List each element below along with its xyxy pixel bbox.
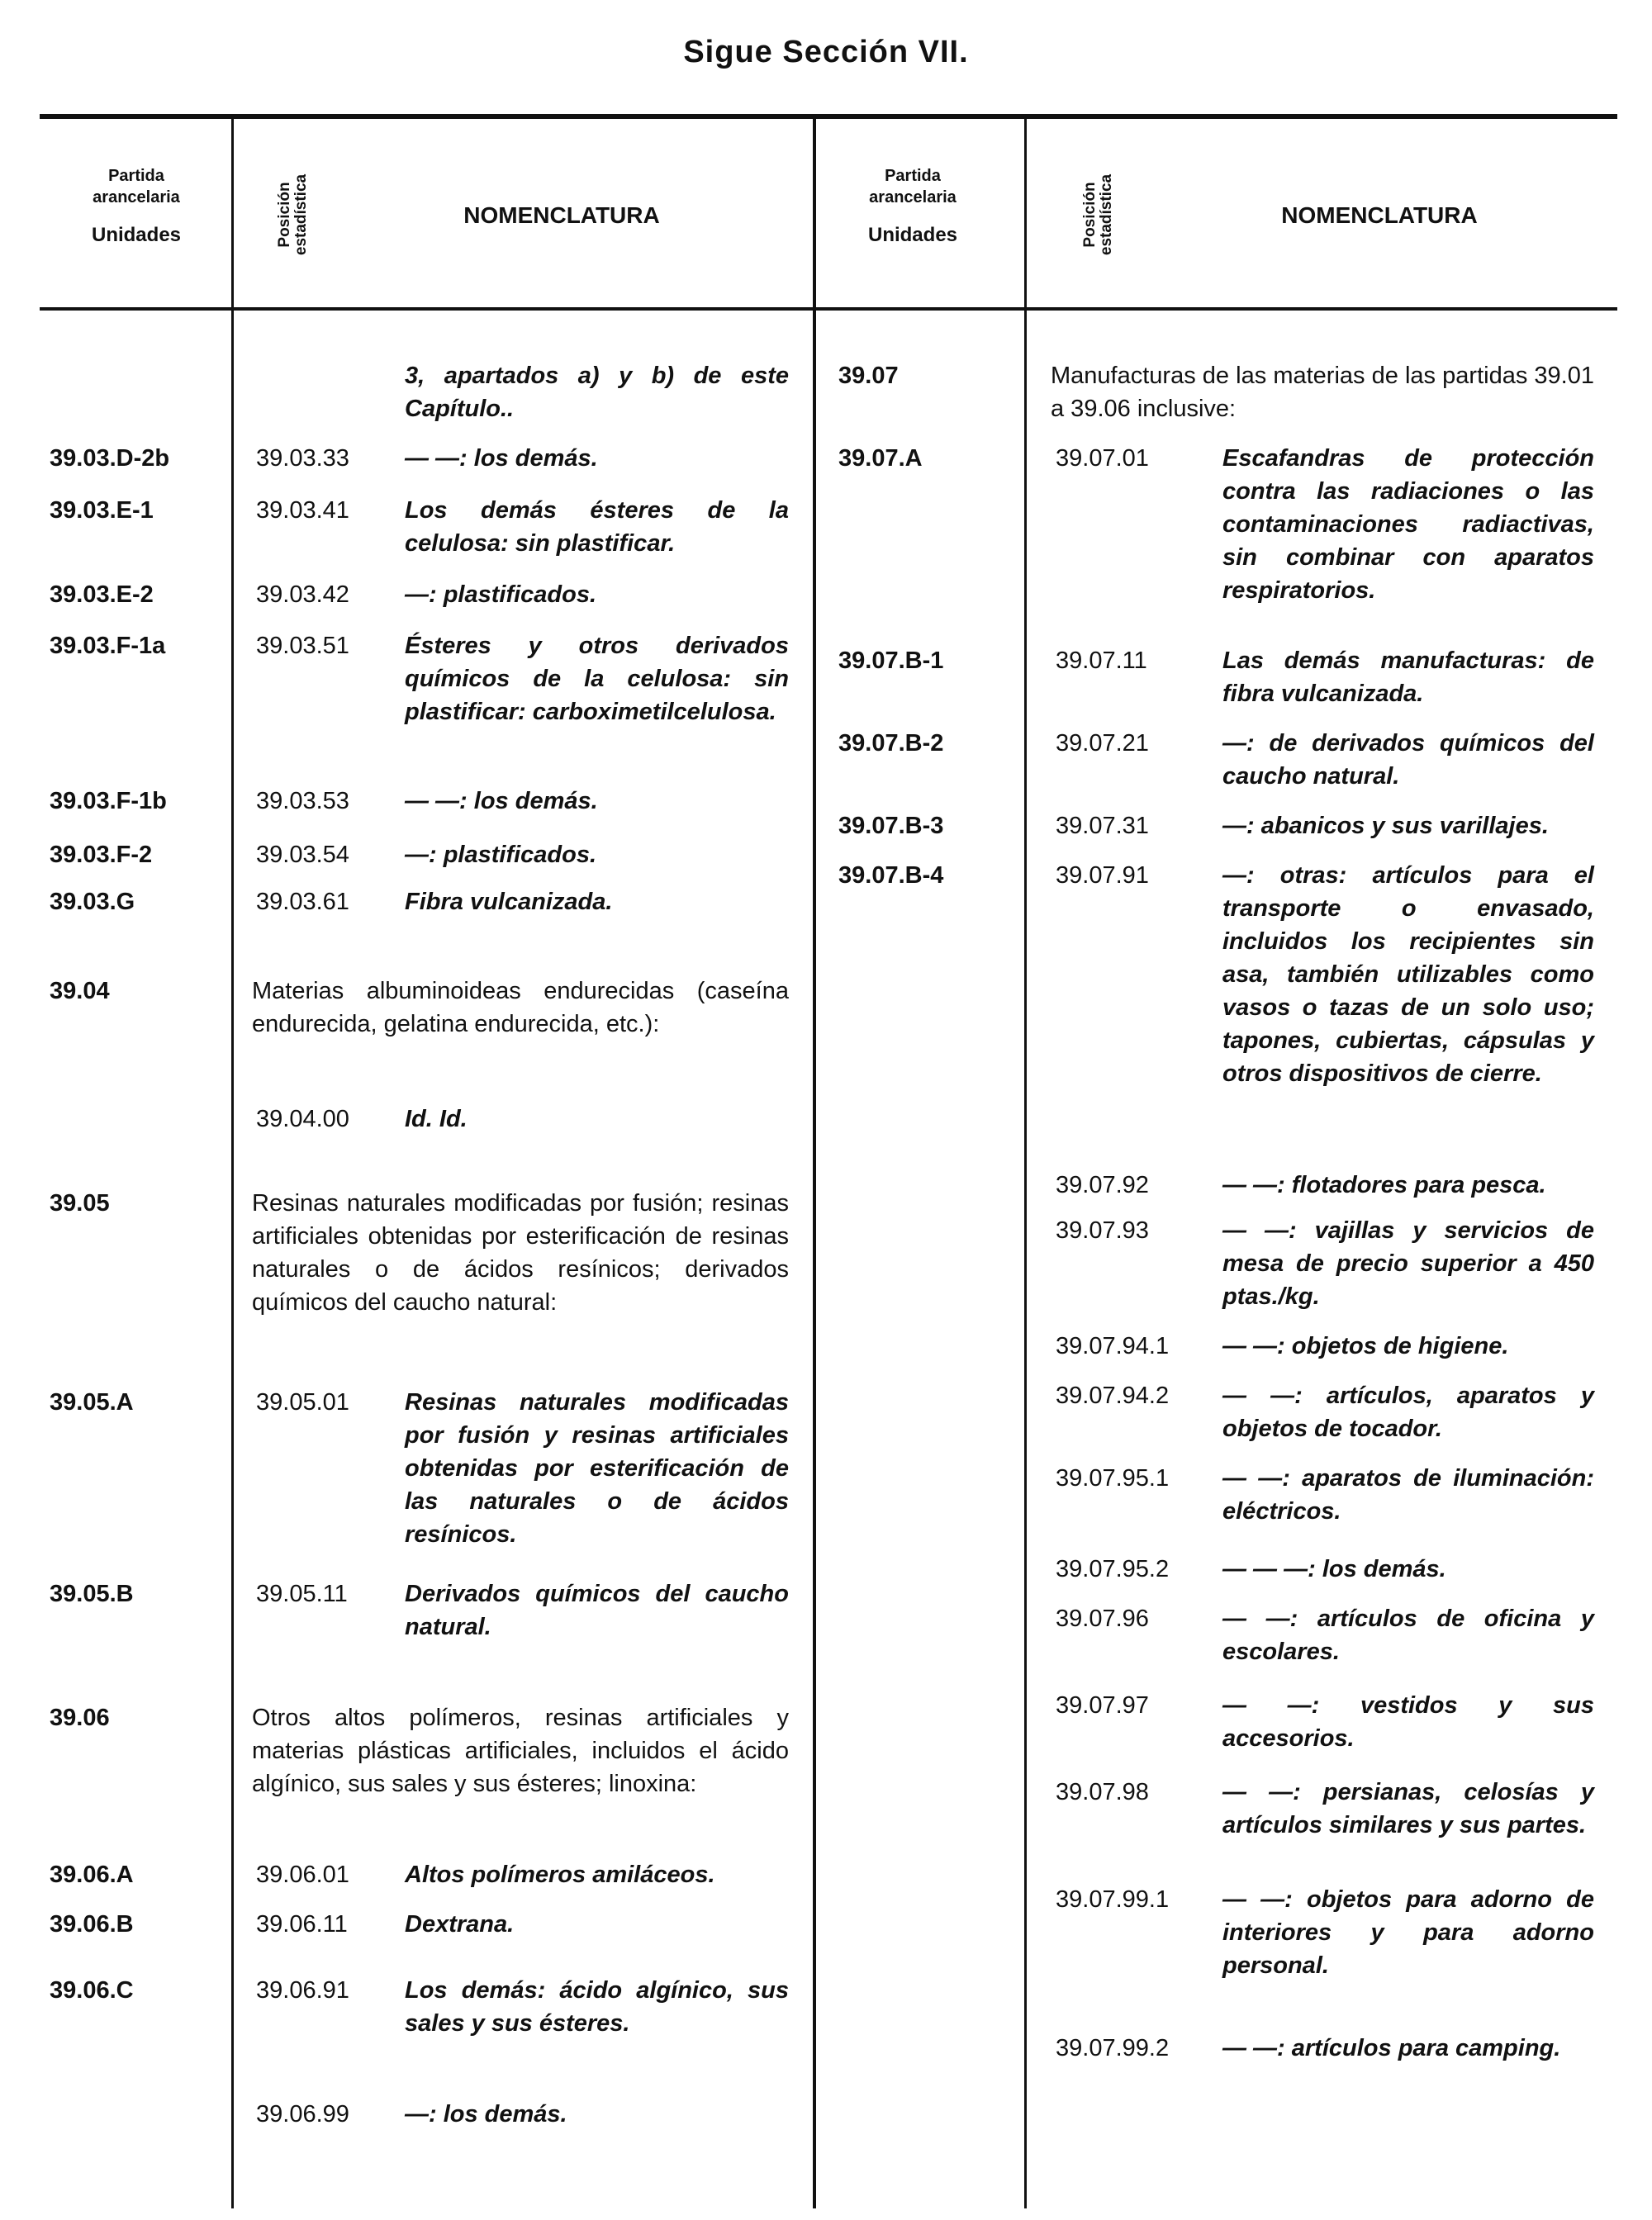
posicion-cell: 39.07.99.1: [1056, 1886, 1170, 1913]
partida-cell: 39.07: [838, 363, 899, 389]
header-partida-line1: Partida: [885, 167, 941, 185]
nomenclatura-cell: —: otras: artículos para el transporte o envasado, incluidos los recipientes sin asa, también utilizables como vasos o tazas de un solo uso; tapones, cubiertas, cápsulas y otros dispositivos de cierre.: [1222, 862, 1594, 1087]
nomenclatura-cell: — —: artículos, aparatos y objetos de tocador.: [1222, 1383, 1594, 1442]
nomenclatura-cell: Escafandras de protección contra las radiaciones o las contaminaciones radiactivas, sin combinar con aparatos respiratorios.: [1222, 445, 1594, 604]
nomenclatura-cell: —: de derivados químicos del caucho natural.: [1222, 730, 1594, 790]
partida-cell: 39.06.A: [50, 1862, 134, 1888]
posicion-cell: 39.07.94.2: [1056, 1383, 1170, 1409]
partida-cell: 39.07.B-2: [838, 730, 944, 757]
posicion-cell: 39.05.01: [256, 1389, 349, 1416]
col-divider-right-1: [1024, 119, 1027, 2208]
posicion-cell: 39.03.51: [256, 633, 349, 659]
header-unidades: Unidades: [91, 224, 182, 246]
nomenclatura-cell: —: plastificados.: [405, 581, 597, 608]
header-partida-line2: arancelaria: [869, 188, 957, 206]
posicion-cell: 39.07.91: [1056, 862, 1149, 889]
posicion-cell: 39.03.33: [256, 445, 349, 472]
partida-cell: 39.05.B: [50, 1581, 134, 1607]
nomenclatura-cell: Otros altos polímeros, resinas artificiales y materias plásticas artificiales, incluidos el ácido algínico, sus sales y sus ésteres; linoxina:: [252, 1705, 789, 1797]
nomenclatura-cell: — —: artículos de oficina y escolares.: [1222, 1606, 1594, 1665]
nomenclatura-cell: Fibra vulcanizada.: [405, 889, 613, 915]
posicion-cell: 39.07.11: [1056, 648, 1147, 674]
partida-cell: 39.03.G: [50, 889, 135, 915]
header-posicion-left: [277, 153, 310, 277]
partida-cell: 39.06.C: [50, 1977, 134, 2004]
table-header-rule: [40, 307, 1617, 311]
posicion-cell: 39.07.01: [1056, 445, 1149, 472]
nomenclatura-cell: — —: objetos de higiene.: [1222, 1333, 1509, 1359]
nomenclatura-cell: Resinas naturales modificadas por fusión; resinas artificiales obtenidas por esterificación de resinas naturales o de ácidos resínicos; derivados químicos del caucho natural:: [252, 1190, 789, 1316]
nomenclatura-cell: Materias albuminoideas endurecidas (caseína endurecida, gelatina endurecida, etc.):: [252, 978, 789, 1037]
nomenclatura-cell: Altos polímeros amiláceos.: [405, 1862, 715, 1888]
posicion-cell: 39.03.53: [256, 788, 349, 814]
posicion-cell: 39.07.21: [1056, 730, 1149, 757]
nomenclatura-cell: — —: objetos para adorno de interiores y para adorno personal.: [1222, 1886, 1594, 1979]
nomenclatura-cell: 3, apartados a) y b) de este Capítulo..: [405, 363, 789, 422]
partida-cell: 39.07.B-1: [838, 648, 944, 674]
nomenclatura-cell: Manufacturas de las materias de las partidas 39.01 a 39.06 inclusive:: [1051, 363, 1594, 422]
header-posicion-right: [1082, 153, 1115, 277]
posicion-cell: 39.07.31: [1056, 813, 1149, 839]
nomenclatura-cell: — —: vajillas y servicios de mesa de precio superior a 450 ptas./kg.: [1222, 1217, 1594, 1310]
nomenclatura-cell: — —: los demás.: [405, 445, 598, 472]
header-partida-line2: arancelaria: [93, 188, 180, 206]
table-top-rule: [40, 114, 1617, 119]
col-divider-center: [813, 119, 816, 2208]
nomenclatura-cell: Resinas naturales modificadas por fusión y resinas artificiales obtenidas por esterificación de las naturales o de ácidos resínicos.: [405, 1389, 789, 1548]
posicion-cell: 39.05.11: [256, 1581, 348, 1607]
nomenclatura-cell: Id. Id.: [405, 1106, 468, 1132]
posicion-cell: 39.07.92: [1056, 1172, 1149, 1198]
partida-cell: 39.03.F-2: [50, 842, 153, 868]
nomenclatura-cell: Los demás: ácido algínico, sus sales y sus ésteres.: [405, 1977, 789, 2037]
header-partida-left: [50, 165, 223, 246]
nomenclatura-cell: Dextrana.: [405, 1911, 515, 1938]
posicion-cell: 39.06.91: [256, 1977, 349, 2004]
partida-cell: 39.03.D-2b: [50, 445, 170, 472]
posicion-cell: 39.07.94.1: [1056, 1333, 1170, 1359]
nomenclatura-cell: — —: vestidos y sus accesorios.: [1222, 1692, 1594, 1752]
nomenclatura-cell: — —: artículos para camping.: [1222, 2035, 1561, 2061]
nomenclatura-cell: — —: los demás.: [405, 788, 598, 814]
nomenclatura-cell: Derivados químicos del caucho natural.: [405, 1581, 789, 1640]
posicion-cell: 39.07.97: [1056, 1692, 1149, 1719]
nomenclatura-cell: — —: persianas, celosías y artículos similares y sus partes.: [1222, 1779, 1594, 1838]
partida-cell: 39.05.A: [50, 1389, 134, 1416]
partida-cell: 39.03.E-1: [50, 497, 154, 524]
posicion-cell: 39.07.93: [1056, 1217, 1149, 1244]
posicion-cell: 39.07.98: [1056, 1779, 1149, 1805]
posicion-cell: 39.07.95.2: [1056, 1556, 1170, 1582]
nomenclatura-cell: — — —: los demás.: [1222, 1556, 1446, 1582]
header-posicion-line2: estadística: [1098, 173, 1115, 256]
partida-cell: 39.03.E-2: [50, 581, 154, 608]
partida-cell: 39.03.F-1b: [50, 788, 167, 814]
nomenclatura-cell: —: los demás.: [405, 2101, 567, 2128]
nomenclatura-cell: —: plastificados.: [405, 842, 597, 868]
nomenclatura-cell: — —: aparatos de iluminación: eléctricos.: [1222, 1465, 1594, 1525]
partida-cell: 39.05: [50, 1190, 110, 1217]
posicion-cell: 39.03.61: [256, 889, 349, 915]
posicion-cell: 39.06.01: [256, 1862, 349, 1888]
nomenclatura-cell: — —: flotadores para pesca.: [1222, 1172, 1546, 1198]
page-title: Sigue Sección VII.: [683, 35, 969, 69]
nomenclatura-cell: —: abanicos y sus varillajes.: [1222, 813, 1549, 839]
header-nomenclatura-left: NOMENCLATURA: [463, 202, 660, 228]
nomenclatura-cell: Ésteres y otros derivados químicos de la celulosa: sin plastificar: carboximetilcelulosa.: [405, 633, 789, 725]
posicion-cell: 39.07.95.1: [1056, 1465, 1170, 1492]
partida-cell: 39.07.B-3: [838, 813, 944, 839]
header-posicion-line1: Posición: [1081, 182, 1099, 248]
partida-cell: 39.06: [50, 1705, 110, 1731]
posicion-cell: 39.03.41: [256, 497, 349, 524]
col-divider-left-1: [231, 119, 234, 2208]
posicion-cell: 39.03.42: [256, 581, 349, 608]
header-posicion-line1: Posición: [276, 182, 293, 248]
partida-cell: 39.07.A: [838, 445, 923, 472]
posicion-cell: 39.04.00: [256, 1106, 349, 1132]
partida-cell: 39.06.B: [50, 1911, 134, 1938]
partida-cell: 39.04: [50, 978, 110, 1004]
posicion-cell: 39.03.54: [256, 842, 349, 868]
header-unidades: Unidades: [867, 224, 958, 246]
nomenclatura-cell: Los demás ésteres de la celulosa: sin plastificar.: [405, 497, 789, 557]
header-posicion-line2: estadística: [292, 173, 310, 256]
partida-cell: 39.07.B-4: [838, 862, 944, 889]
header-partida-right: [826, 165, 999, 246]
nomenclatura-cell: Las demás manufacturas: de fibra vulcanizada.: [1222, 648, 1594, 707]
header-partida-line1: Partida: [108, 167, 164, 185]
partida-cell: 39.03.F-1a: [50, 633, 166, 659]
posicion-cell: 39.07.99.2: [1056, 2035, 1170, 2061]
posicion-cell: 39.07.96: [1056, 1606, 1149, 1632]
posicion-cell: 39.06.99: [256, 2101, 349, 2128]
posicion-cell: 39.06.11: [256, 1911, 348, 1938]
header-nomenclatura-right: NOMENCLATURA: [1281, 202, 1478, 228]
